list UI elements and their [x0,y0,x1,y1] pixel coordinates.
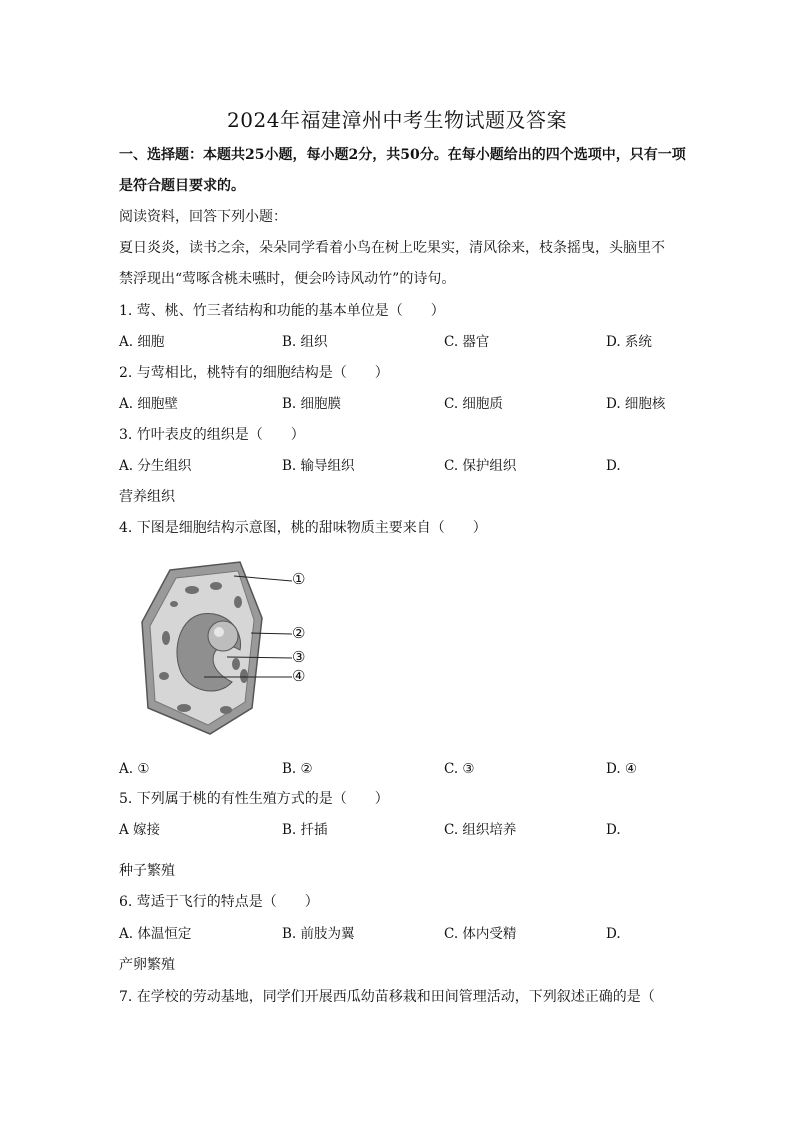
question-3-option-d-text: 营养组织 [119,489,175,505]
chloroplast [162,631,170,645]
chloroplast [177,704,191,712]
chloroplast [170,601,178,607]
chloroplast [232,658,240,670]
nucleolus [214,627,224,637]
question-4-option-d[interactable]: D. ④ [606,761,638,777]
reading-intro: 阅读资料，回答下列小题： [119,209,287,225]
question-4-stem: 4. 下图是细胞结构示意图，桃的甜味物质主要来自（ ） [119,520,487,536]
passage-line-1: 夏日炎炎，读书之余，朵朵同学看着小鸟在树上吃果实，清风徐来，枝条摇曳，头脑里不 [119,240,665,256]
diagram-label-2: ② [292,624,306,642]
question-1-option-b[interactable]: B. 组织 [282,334,328,350]
question-5-stem: 5. 下列属于桃的有性生殖方式的是（ ） [119,791,389,807]
question-6-option-a[interactable]: A. 体温恒定 [119,926,192,942]
question-4-option-a[interactable]: A. ① [119,761,150,777]
chloroplast [159,672,169,680]
question-4-option-b[interactable]: B. ② [282,761,313,777]
diagram-label-4: ④ [292,667,306,685]
passage-line-2: 禁浮现出“莺啄含桃未嚥时，便会吟诗风动竹”的诗句。 [119,271,456,287]
section-heading-line-2: 是符合题目要求的。 [119,178,245,194]
question-6-option-d-text: 产卵繁殖 [119,957,175,973]
question-1-option-c[interactable]: C. 器官 [444,334,490,350]
question-3-option-d[interactable]: D. [606,458,621,474]
nucleus [208,621,238,651]
question-5-option-a[interactable]: A 嫁接 [119,822,161,838]
chloroplast [240,669,248,683]
question-6-option-b[interactable]: B. 前肢为翼 [282,926,355,942]
diagram-label-3: ③ [292,648,306,666]
question-1-option-a[interactable]: A. 细胞 [119,334,165,350]
question-2-option-d[interactable]: D. 细胞核 [606,396,666,412]
question-3-option-c[interactable]: C. 保护组织 [444,458,517,474]
question-5-option-d-text: 种子繁殖 [119,863,175,879]
section-heading-line-1: 一、选择题：本题共25小题，每小题2分，共50分。在每小题给出的四个选项中，只有一项 [119,147,686,163]
question-7-stem: 7. 在学校的劳动基地，同学们开展西瓜幼苗移栽和田间管理活动，下列叙述正确的是（ [119,989,655,1005]
question-4-option-c[interactable]: C. ③ [444,761,475,777]
question-6-option-d[interactable]: D. [606,926,621,942]
page-title: 2024年福建漳州中考生物试题及答案 [227,108,567,132]
chloroplast [234,596,242,608]
question-1-stem: 1. 莺、桃、竹三者结构和功能的基本单位是（ ） [119,303,445,319]
question-2-option-b[interactable]: B. 细胞膜 [282,396,342,412]
question-3-option-b[interactable]: B. 输导组织 [282,458,355,474]
question-5-option-d[interactable]: D. [606,822,621,838]
question-1-option-d[interactable]: D. 系统 [606,334,652,350]
question-3-option-a[interactable]: A. 分生组织 [119,458,192,474]
chloroplast [210,582,222,590]
question-6-stem: 6. 莺适于飞行的特点是（ ） [119,894,319,910]
question-2-stem: 2. 与莺相比，桃特有的细胞结构是（ ） [119,365,389,381]
question-2-option-a[interactable]: A. 细胞壁 [119,396,178,412]
chloroplast [185,586,199,594]
chloroplast [220,706,232,714]
question-5-option-b[interactable]: B. 扦插 [282,822,328,838]
question-5-option-c[interactable]: C. 组织培养 [444,822,517,838]
question-2-option-c[interactable]: C. 细胞质 [444,396,503,412]
diagram-label-1: ① [292,570,306,588]
question-6-option-c[interactable]: C. 体内受精 [444,926,517,942]
question-3-stem: 3. 竹叶表皮的组织是（ ） [119,427,305,443]
